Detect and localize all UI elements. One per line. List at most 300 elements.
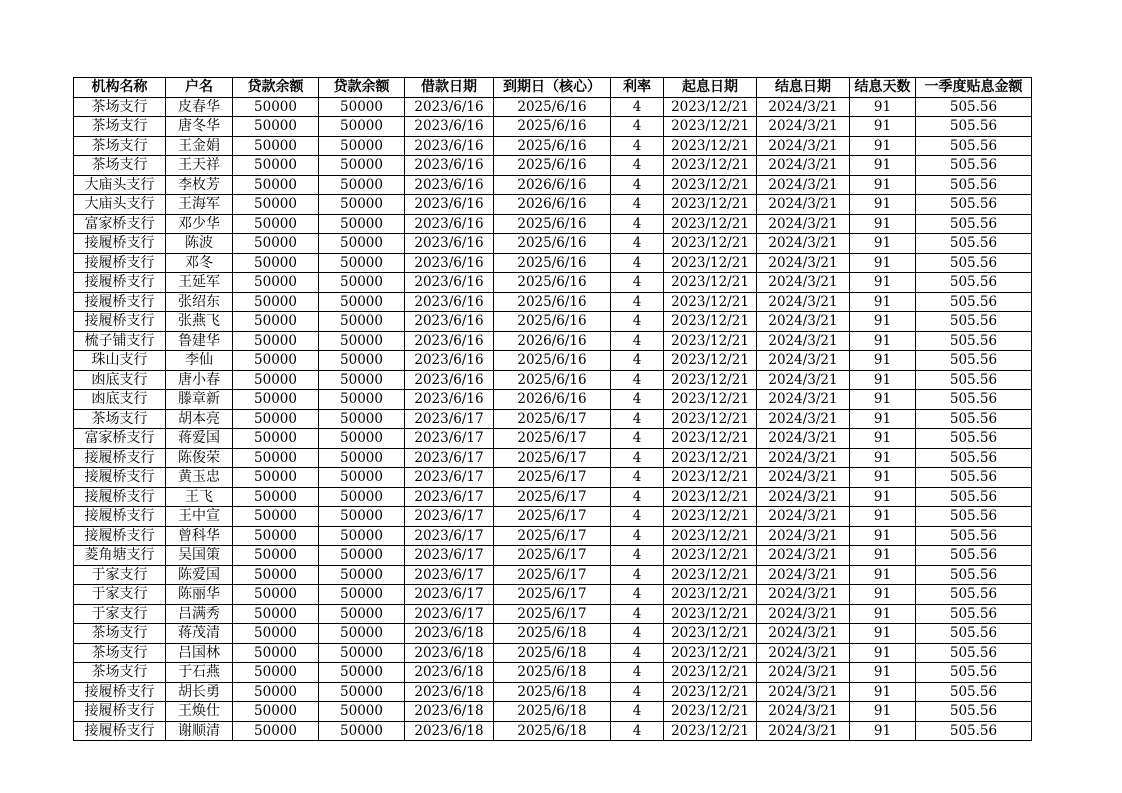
branch-name-cell: 茶场支行 xyxy=(74,156,166,176)
loan-balance-2-cell: 50000 xyxy=(319,487,405,507)
header-interest-start-date: 起息日期 xyxy=(664,78,757,98)
interest-rate-cell: 4 xyxy=(611,273,664,293)
branch-name-cell: 梳子铺支行 xyxy=(74,331,166,351)
header-q1-subsidy-amount: 一季度贴息金额 xyxy=(916,78,1032,98)
interest-rate-cell: 4 xyxy=(611,604,664,624)
account-name-cell: 蒋茂清 xyxy=(166,624,233,644)
loan-balance-cell: 50000 xyxy=(233,546,319,566)
branch-name-cell: 大庙头支行 xyxy=(74,175,166,195)
loan-balance-2-cell: 50000 xyxy=(319,195,405,215)
subsidy-amount-cell: 505.56 xyxy=(916,214,1032,234)
branch-name-cell: 接履桥支行 xyxy=(74,487,166,507)
header-loan-date: 借款日期 xyxy=(405,78,494,98)
interest-rate-cell: 4 xyxy=(611,702,664,722)
loan-date-cell: 2023/6/17 xyxy=(405,448,494,468)
subsidy-amount-cell: 505.56 xyxy=(916,136,1032,156)
table-row xyxy=(74,195,1032,215)
subsidy-amount-cell: 505.56 xyxy=(916,604,1032,624)
loan-balance-cell: 50000 xyxy=(233,643,319,663)
branch-name-cell: 接履桥支行 xyxy=(74,273,166,293)
due-date-cell: 2025/6/17 xyxy=(494,487,611,507)
loan-balance-2-cell: 50000 xyxy=(319,721,405,741)
interest-rate-cell: 4 xyxy=(611,117,664,137)
branch-name-cell: 凼底支行 xyxy=(74,370,166,390)
interest-settle-date-cell: 2024/3/21 xyxy=(757,624,850,644)
loan-balance-cell: 50000 xyxy=(233,585,319,605)
interest-rate-cell: 4 xyxy=(611,526,664,546)
interest-settle-date-cell: 2024/3/21 xyxy=(757,292,850,312)
account-name-cell: 王海军 xyxy=(166,195,233,215)
due-date-cell: 2025/6/18 xyxy=(494,721,611,741)
subsidy-amount-cell: 505.56 xyxy=(916,117,1032,137)
table-row xyxy=(74,526,1032,546)
loan-balance-2-cell: 50000 xyxy=(319,234,405,254)
loan-interest-table xyxy=(73,77,1032,741)
table-row xyxy=(74,292,1032,312)
loan-date-cell: 2023/6/16 xyxy=(405,97,494,117)
table-row xyxy=(74,468,1032,488)
branch-name-cell: 于家支行 xyxy=(74,565,166,585)
table-row xyxy=(74,136,1032,156)
table-row xyxy=(74,273,1032,293)
loan-balance-2-cell: 50000 xyxy=(319,136,405,156)
interest-settle-date-cell: 2024/3/21 xyxy=(757,468,850,488)
loan-balance-cell: 50000 xyxy=(233,195,319,215)
subsidy-amount-cell: 505.56 xyxy=(916,507,1032,527)
interest-settle-date-cell: 2024/3/21 xyxy=(757,721,850,741)
branch-name-cell: 接履桥支行 xyxy=(74,507,166,527)
due-date-cell: 2025/6/18 xyxy=(494,624,611,644)
interest-days-cell: 91 xyxy=(850,448,916,468)
subsidy-amount-cell: 505.56 xyxy=(916,663,1032,683)
due-date-cell: 2025/6/16 xyxy=(494,234,611,254)
loan-balance-2-cell: 50000 xyxy=(319,526,405,546)
account-name-cell: 于石燕 xyxy=(166,663,233,683)
loan-date-cell: 2023/6/17 xyxy=(405,526,494,546)
account-name-cell: 李仙 xyxy=(166,351,233,371)
interest-start-date-cell: 2023/12/21 xyxy=(664,526,757,546)
subsidy-amount-cell: 505.56 xyxy=(916,448,1032,468)
table-row xyxy=(74,624,1032,644)
interest-rate-cell: 4 xyxy=(611,175,664,195)
branch-name-cell: 接履桥支行 xyxy=(74,682,166,702)
interest-rate-cell: 4 xyxy=(611,312,664,332)
interest-rate-cell: 4 xyxy=(611,468,664,488)
interest-days-cell: 91 xyxy=(850,604,916,624)
interest-rate-cell: 4 xyxy=(611,682,664,702)
interest-start-date-cell: 2023/12/21 xyxy=(664,292,757,312)
interest-rate-cell: 4 xyxy=(611,409,664,429)
table-row xyxy=(74,409,1032,429)
loan-balance-cell: 50000 xyxy=(233,721,319,741)
interest-days-cell: 91 xyxy=(850,175,916,195)
loan-balance-cell: 50000 xyxy=(233,507,319,527)
account-name-cell: 张燕飞 xyxy=(166,312,233,332)
loan-balance-2-cell: 50000 xyxy=(319,409,405,429)
interest-start-date-cell: 2023/12/21 xyxy=(664,390,757,410)
loan-date-cell: 2023/6/16 xyxy=(405,136,494,156)
interest-settle-date-cell: 2024/3/21 xyxy=(757,507,850,527)
loan-balance-2-cell: 50000 xyxy=(319,97,405,117)
loan-date-cell: 2023/6/16 xyxy=(405,331,494,351)
due-date-cell: 2025/6/17 xyxy=(494,468,611,488)
loan-balance-2-cell: 50000 xyxy=(319,429,405,449)
loan-date-cell: 2023/6/18 xyxy=(405,721,494,741)
loan-balance-cell: 50000 xyxy=(233,468,319,488)
table-row xyxy=(74,604,1032,624)
branch-name-cell: 茶场支行 xyxy=(74,409,166,429)
loan-balance-cell: 50000 xyxy=(233,448,319,468)
account-name-cell: 胡长勇 xyxy=(166,682,233,702)
loan-balance-cell: 50000 xyxy=(233,663,319,683)
header-row xyxy=(74,78,1032,98)
due-date-cell: 2025/6/16 xyxy=(494,351,611,371)
account-name-cell: 滕章新 xyxy=(166,390,233,410)
due-date-cell: 2026/6/16 xyxy=(494,331,611,351)
interest-settle-date-cell: 2024/3/21 xyxy=(757,234,850,254)
interest-rate-cell: 4 xyxy=(611,663,664,683)
branch-name-cell: 富家桥支行 xyxy=(74,214,166,234)
interest-rate-cell: 4 xyxy=(611,624,664,644)
loan-balance-cell: 50000 xyxy=(233,214,319,234)
account-name-cell: 曾科华 xyxy=(166,526,233,546)
branch-name-cell: 茶场支行 xyxy=(74,117,166,137)
account-name-cell: 鲁建华 xyxy=(166,331,233,351)
subsidy-amount-cell: 505.56 xyxy=(916,175,1032,195)
loan-balance-2-cell: 50000 xyxy=(319,156,405,176)
due-date-cell: 2025/6/16 xyxy=(494,253,611,273)
loan-date-cell: 2023/6/18 xyxy=(405,682,494,702)
interest-days-cell: 91 xyxy=(850,370,916,390)
due-date-cell: 2025/6/17 xyxy=(494,409,611,429)
branch-name-cell: 接履桥支行 xyxy=(74,526,166,546)
loan-date-cell: 2023/6/16 xyxy=(405,370,494,390)
loan-date-cell: 2023/6/18 xyxy=(405,624,494,644)
account-name-cell: 邓冬 xyxy=(166,253,233,273)
loan-date-cell: 2023/6/17 xyxy=(405,429,494,449)
loan-balance-2-cell: 50000 xyxy=(319,351,405,371)
loan-balance-2-cell: 50000 xyxy=(319,624,405,644)
interest-start-date-cell: 2023/12/21 xyxy=(664,682,757,702)
interest-days-cell: 91 xyxy=(850,331,916,351)
interest-rate-cell: 4 xyxy=(611,429,664,449)
interest-settle-date-cell: 2024/3/21 xyxy=(757,604,850,624)
subsidy-amount-cell: 505.56 xyxy=(916,526,1032,546)
due-date-cell: 2025/6/17 xyxy=(494,526,611,546)
loan-date-cell: 2023/6/18 xyxy=(405,643,494,663)
loan-balance-cell: 50000 xyxy=(233,487,319,507)
interest-start-date-cell: 2023/12/21 xyxy=(664,663,757,683)
interest-start-date-cell: 2023/12/21 xyxy=(664,214,757,234)
branch-name-cell: 于家支行 xyxy=(74,604,166,624)
interest-days-cell: 91 xyxy=(850,351,916,371)
loan-date-cell: 2023/6/16 xyxy=(405,195,494,215)
loan-balance-2-cell: 50000 xyxy=(319,585,405,605)
table-row xyxy=(74,663,1032,683)
subsidy-amount-cell: 505.56 xyxy=(916,468,1032,488)
table-row xyxy=(74,585,1032,605)
due-date-cell: 2025/6/16 xyxy=(494,214,611,234)
loan-balance-2-cell: 50000 xyxy=(319,175,405,195)
due-date-cell: 2025/6/16 xyxy=(494,117,611,137)
account-name-cell: 皮春华 xyxy=(166,97,233,117)
due-date-cell: 2025/6/16 xyxy=(494,292,611,312)
interest-days-cell: 91 xyxy=(850,565,916,585)
loan-balance-2-cell: 50000 xyxy=(319,273,405,293)
interest-rate-cell: 4 xyxy=(611,507,664,527)
header-interest-rate: 利率 xyxy=(611,78,664,98)
interest-rate-cell: 4 xyxy=(611,643,664,663)
interest-rate-cell: 4 xyxy=(611,585,664,605)
due-date-cell: 2025/6/18 xyxy=(494,663,611,683)
interest-settle-date-cell: 2024/3/21 xyxy=(757,429,850,449)
loan-balance-cell: 50000 xyxy=(233,292,319,312)
branch-name-cell: 凼底支行 xyxy=(74,390,166,410)
due-date-cell: 2025/6/16 xyxy=(494,136,611,156)
interest-days-cell: 91 xyxy=(850,312,916,332)
due-date-cell: 2025/6/18 xyxy=(494,682,611,702)
interest-settle-date-cell: 2024/3/21 xyxy=(757,253,850,273)
interest-rate-cell: 4 xyxy=(611,156,664,176)
loan-date-cell: 2023/6/17 xyxy=(405,487,494,507)
interest-rate-cell: 4 xyxy=(611,214,664,234)
loan-balance-2-cell: 50000 xyxy=(319,292,405,312)
branch-name-cell: 茶场支行 xyxy=(74,624,166,644)
branch-name-cell: 接履桥支行 xyxy=(74,468,166,488)
loan-balance-cell: 50000 xyxy=(233,565,319,585)
account-name-cell: 吴国策 xyxy=(166,546,233,566)
loan-balance-2-cell: 50000 xyxy=(319,604,405,624)
loan-date-cell: 2023/6/16 xyxy=(405,234,494,254)
interest-settle-date-cell: 2024/3/21 xyxy=(757,97,850,117)
interest-start-date-cell: 2023/12/21 xyxy=(664,253,757,273)
table-row xyxy=(74,487,1032,507)
loan-balance-cell: 50000 xyxy=(233,273,319,293)
table-row xyxy=(74,702,1032,722)
interest-rate-cell: 4 xyxy=(611,195,664,215)
interest-start-date-cell: 2023/12/21 xyxy=(664,97,757,117)
table-row xyxy=(74,97,1032,117)
interest-start-date-cell: 2023/12/21 xyxy=(664,702,757,722)
loan-balance-2-cell: 50000 xyxy=(319,565,405,585)
subsidy-amount-cell: 505.56 xyxy=(916,487,1032,507)
loan-date-cell: 2023/6/17 xyxy=(405,546,494,566)
branch-name-cell: 接履桥支行 xyxy=(74,292,166,312)
loan-balance-2-cell: 50000 xyxy=(319,546,405,566)
interest-start-date-cell: 2023/12/21 xyxy=(664,565,757,585)
interest-settle-date-cell: 2024/3/21 xyxy=(757,448,850,468)
account-name-cell: 李枚芳 xyxy=(166,175,233,195)
table-row xyxy=(74,156,1032,176)
loan-balance-cell: 50000 xyxy=(233,370,319,390)
subsidy-amount-cell: 505.56 xyxy=(916,565,1032,585)
interest-days-cell: 91 xyxy=(850,546,916,566)
table-row xyxy=(74,351,1032,371)
account-name-cell: 王金娟 xyxy=(166,136,233,156)
loan-date-cell: 2023/6/16 xyxy=(405,390,494,410)
interest-days-cell: 91 xyxy=(850,721,916,741)
loan-date-cell: 2023/6/17 xyxy=(405,585,494,605)
interest-start-date-cell: 2023/12/21 xyxy=(664,604,757,624)
subsidy-amount-cell: 505.56 xyxy=(916,351,1032,371)
due-date-cell: 2025/6/17 xyxy=(494,546,611,566)
loan-balance-cell: 50000 xyxy=(233,390,319,410)
subsidy-amount-cell: 505.56 xyxy=(916,643,1032,663)
due-date-cell: 2025/6/16 xyxy=(494,370,611,390)
interest-settle-date-cell: 2024/3/21 xyxy=(757,409,850,429)
loan-balance-cell: 50000 xyxy=(233,117,319,137)
interest-start-date-cell: 2023/12/21 xyxy=(664,195,757,215)
loan-balance-2-cell: 50000 xyxy=(319,507,405,527)
branch-name-cell: 接履桥支行 xyxy=(74,312,166,332)
loan-date-cell: 2023/6/16 xyxy=(405,351,494,371)
subsidy-amount-cell: 505.56 xyxy=(916,682,1032,702)
interest-start-date-cell: 2023/12/21 xyxy=(664,156,757,176)
interest-start-date-cell: 2023/12/21 xyxy=(664,273,757,293)
interest-settle-date-cell: 2024/3/21 xyxy=(757,585,850,605)
loan-date-cell: 2023/6/16 xyxy=(405,312,494,332)
interest-start-date-cell: 2023/12/21 xyxy=(664,370,757,390)
branch-name-cell: 接履桥支行 xyxy=(74,448,166,468)
account-name-cell: 唐小春 xyxy=(166,370,233,390)
loan-date-cell: 2023/6/16 xyxy=(405,273,494,293)
interest-settle-date-cell: 2024/3/21 xyxy=(757,370,850,390)
interest-settle-date-cell: 2024/3/21 xyxy=(757,390,850,410)
loan-balance-2-cell: 50000 xyxy=(319,468,405,488)
interest-settle-date-cell: 2024/3/21 xyxy=(757,175,850,195)
interest-settle-date-cell: 2024/3/21 xyxy=(757,195,850,215)
interest-settle-date-cell: 2024/3/21 xyxy=(757,487,850,507)
interest-start-date-cell: 2023/12/21 xyxy=(664,429,757,449)
table-row xyxy=(74,331,1032,351)
table-row xyxy=(74,721,1032,741)
interest-start-date-cell: 2023/12/21 xyxy=(664,721,757,741)
account-name-cell: 谢顺清 xyxy=(166,721,233,741)
interest-start-date-cell: 2023/12/21 xyxy=(664,546,757,566)
loan-date-cell: 2023/6/17 xyxy=(405,604,494,624)
table-row xyxy=(74,234,1032,254)
interest-settle-date-cell: 2024/3/21 xyxy=(757,663,850,683)
loan-balance-cell: 50000 xyxy=(233,136,319,156)
interest-days-cell: 91 xyxy=(850,214,916,234)
interest-days-cell: 91 xyxy=(850,468,916,488)
loan-balance-cell: 50000 xyxy=(233,429,319,449)
loan-date-cell: 2023/6/16 xyxy=(405,253,494,273)
loan-date-cell: 2023/6/16 xyxy=(405,175,494,195)
interest-days-cell: 91 xyxy=(850,409,916,429)
account-name-cell: 邓少华 xyxy=(166,214,233,234)
table-row xyxy=(74,117,1032,137)
subsidy-amount-cell: 505.56 xyxy=(916,390,1032,410)
due-date-cell: 2025/6/17 xyxy=(494,429,611,449)
interest-settle-date-cell: 2024/3/21 xyxy=(757,136,850,156)
interest-start-date-cell: 2023/12/21 xyxy=(664,643,757,663)
subsidy-amount-cell: 505.56 xyxy=(916,370,1032,390)
subsidy-amount-cell: 505.56 xyxy=(916,195,1032,215)
account-name-cell: 张绍东 xyxy=(166,292,233,312)
table-row xyxy=(74,214,1032,234)
table-row xyxy=(74,643,1032,663)
interest-days-cell: 91 xyxy=(850,117,916,137)
interest-days-cell: 91 xyxy=(850,234,916,254)
loan-date-cell: 2023/6/16 xyxy=(405,117,494,137)
interest-settle-date-cell: 2024/3/21 xyxy=(757,117,850,137)
interest-rate-cell: 4 xyxy=(611,97,664,117)
interest-days-cell: 91 xyxy=(850,292,916,312)
loan-balance-2-cell: 50000 xyxy=(319,663,405,683)
interest-days-cell: 91 xyxy=(850,507,916,527)
account-name-cell: 陈俊荣 xyxy=(166,448,233,468)
interest-rate-cell: 4 xyxy=(611,292,664,312)
table-row xyxy=(74,682,1032,702)
branch-name-cell: 接履桥支行 xyxy=(74,234,166,254)
account-name-cell: 王飞 xyxy=(166,487,233,507)
subsidy-amount-cell: 505.56 xyxy=(916,546,1032,566)
subsidy-amount-cell: 505.56 xyxy=(916,253,1032,273)
interest-rate-cell: 4 xyxy=(611,390,664,410)
table-row xyxy=(74,565,1032,585)
branch-name-cell: 茶场支行 xyxy=(74,643,166,663)
interest-start-date-cell: 2023/12/21 xyxy=(664,448,757,468)
interest-days-cell: 91 xyxy=(850,195,916,215)
account-name-cell: 陈爱国 xyxy=(166,565,233,585)
interest-settle-date-cell: 2024/3/21 xyxy=(757,546,850,566)
loan-balance-2-cell: 50000 xyxy=(319,448,405,468)
interest-days-cell: 91 xyxy=(850,682,916,702)
loan-balance-2-cell: 50000 xyxy=(319,253,405,273)
branch-name-cell: 菱角塘支行 xyxy=(74,546,166,566)
table-row xyxy=(74,429,1032,449)
due-date-cell: 2025/6/16 xyxy=(494,273,611,293)
interest-settle-date-cell: 2024/3/21 xyxy=(757,351,850,371)
loan-balance-2-cell: 50000 xyxy=(319,682,405,702)
loan-date-cell: 2023/6/16 xyxy=(405,214,494,234)
interest-days-cell: 91 xyxy=(850,487,916,507)
branch-name-cell: 茶场支行 xyxy=(74,136,166,156)
account-name-cell: 吕满秀 xyxy=(166,604,233,624)
interest-start-date-cell: 2023/12/21 xyxy=(664,234,757,254)
loan-date-cell: 2023/6/17 xyxy=(405,565,494,585)
table-row xyxy=(74,448,1032,468)
loan-balance-cell: 50000 xyxy=(233,253,319,273)
table-row xyxy=(74,253,1032,273)
loan-balance-2-cell: 50000 xyxy=(319,214,405,234)
interest-rate-cell: 4 xyxy=(611,351,664,371)
interest-rate-cell: 4 xyxy=(611,448,664,468)
interest-start-date-cell: 2023/12/21 xyxy=(664,507,757,527)
loan-balance-cell: 50000 xyxy=(233,97,319,117)
loan-balance-2-cell: 50000 xyxy=(319,643,405,663)
branch-name-cell: 大庙头支行 xyxy=(74,195,166,215)
interest-rate-cell: 4 xyxy=(611,565,664,585)
interest-days-cell: 91 xyxy=(850,429,916,449)
account-name-cell: 黄玉忠 xyxy=(166,468,233,488)
table-row xyxy=(74,546,1032,566)
header-interest-days: 结息天数 xyxy=(850,78,916,98)
interest-days-cell: 91 xyxy=(850,97,916,117)
loan-balance-2-cell: 50000 xyxy=(319,370,405,390)
due-date-cell: 2026/6/16 xyxy=(494,195,611,215)
subsidy-amount-cell: 505.56 xyxy=(916,429,1032,449)
interest-rate-cell: 4 xyxy=(611,331,664,351)
branch-name-cell: 富家桥支行 xyxy=(74,429,166,449)
subsidy-amount-cell: 505.56 xyxy=(916,721,1032,741)
interest-settle-date-cell: 2024/3/21 xyxy=(757,526,850,546)
interest-rate-cell: 4 xyxy=(611,136,664,156)
branch-name-cell: 茶场支行 xyxy=(74,97,166,117)
interest-start-date-cell: 2023/12/21 xyxy=(664,468,757,488)
interest-days-cell: 91 xyxy=(850,526,916,546)
